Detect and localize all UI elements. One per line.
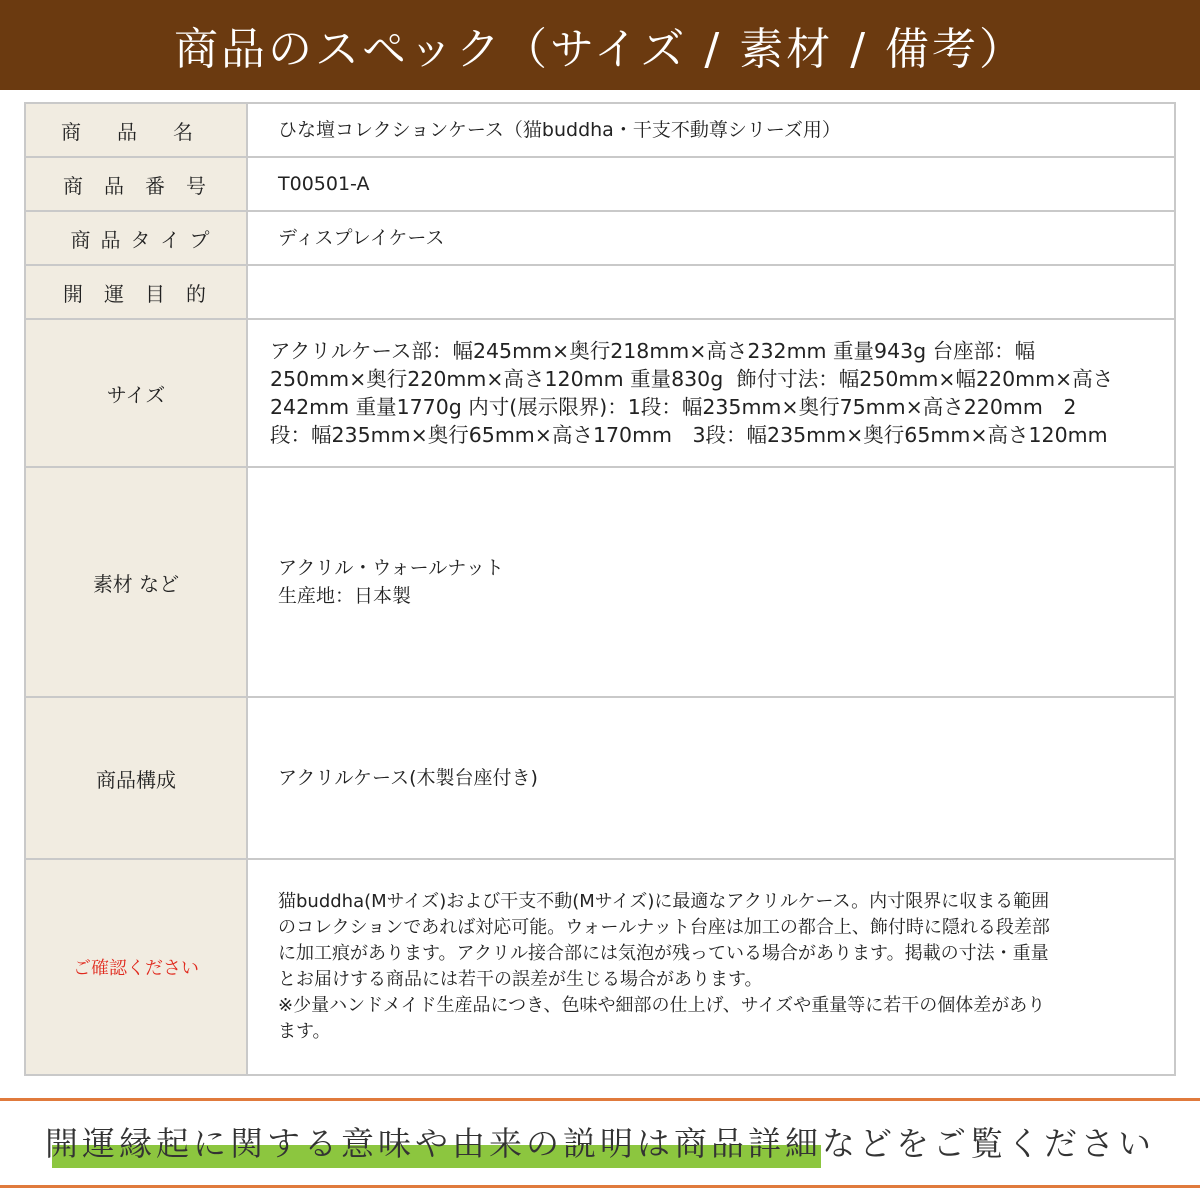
row-value-product-number: T00501-A xyxy=(247,157,1175,211)
row-label-product-number: 商品番号 xyxy=(25,157,247,211)
table-row xyxy=(25,265,1175,319)
page-title: 商品のスペック（サイズ / 素材 / 備考） xyxy=(173,24,1027,75)
row-value-notice xyxy=(247,859,1175,1075)
page-header xyxy=(0,0,1200,90)
row-value-fortune-purpose xyxy=(247,265,1175,319)
material-line: 生産地：日本製 xyxy=(278,585,412,607)
notice-line: に加工痕があります。アクリル接合部には気泡が残っている場合があります。掲載の寸法・重量 xyxy=(278,943,1049,964)
row-label-size: サイズ xyxy=(25,319,247,467)
row-label-notice: ご確認ください xyxy=(25,859,247,1075)
row-label-material: 素材 など xyxy=(25,467,247,697)
size-line: アクリルケース部：幅245mm×奥行218mm×高さ232mm 重量943g 台座部：幅 xyxy=(270,339,1036,363)
row-value-product-name: ひな壇コレクションケース（猫buddha・干支不動尊シリーズ用） xyxy=(247,103,1175,157)
notice-line: 猫buddha(Mサイズ)および干支不動(Mサイズ)に最適なアクリルケース。内寸限界に収まる範囲 xyxy=(278,891,1050,912)
size-line: 250mm×奥行220mm×高さ120mm 重量830g 飾付寸法：幅250mm×幅220mm×高さ xyxy=(270,367,1114,391)
row-value-size xyxy=(247,319,1175,467)
row-value-contents: アクリルケース(木製台座付き) xyxy=(247,697,1175,859)
spec-table xyxy=(24,102,1176,1076)
table-row xyxy=(25,467,1175,697)
bottom-divider xyxy=(0,1185,1200,1188)
table-row xyxy=(25,319,1175,467)
section-divider xyxy=(0,1098,1200,1101)
row-label-product-name: 商品名 xyxy=(25,103,247,157)
notice-line: ます。 xyxy=(278,1021,331,1042)
table-row xyxy=(25,859,1175,1075)
notice-line: のコレクションであれば対応可能。ウォールナット台座は加工の都合上、飾付時に隠れる段差部 xyxy=(278,917,1050,938)
row-label-product-type: 商品タイプ xyxy=(25,211,247,265)
table-row xyxy=(25,103,1175,157)
size-line: 段：幅235mm×奥行65mm×高さ170mm 3段：幅235mm×奥行65mm×高さ120mm xyxy=(270,423,1108,447)
notice-line: とお届けする商品には若干の誤差が生じる場合があります。 xyxy=(278,969,763,990)
row-label-fortune-purpose: 開運目的 xyxy=(25,265,247,319)
table-row xyxy=(25,157,1175,211)
notice-line: ※少量ハンドメイド生産品につき、色味や細部の仕上げ、サイズや重量等に若干の個体差があり xyxy=(278,995,1046,1016)
row-value-product-type: ディスプレイケース xyxy=(247,211,1175,265)
table-row xyxy=(25,211,1175,265)
row-label-contents: 商品構成 xyxy=(25,697,247,859)
footer-note: 開運縁起に関する意味や由来の説明は商品詳細などをご覧ください xyxy=(45,1124,1155,1163)
row-value-material xyxy=(247,467,1175,697)
size-line: 242mm 重量1770g 内寸(展示限界)：1段：幅235mm×奥行75mm×高さ220mm 2 xyxy=(270,395,1077,419)
material-line: アクリル・ウォールナット xyxy=(278,557,504,579)
table-row xyxy=(25,697,1175,859)
